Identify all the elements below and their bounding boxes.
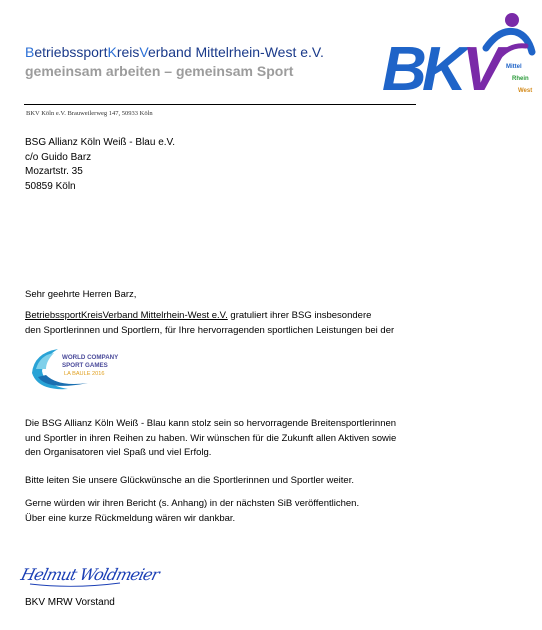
recipient-line: Mozartstr. 35 bbox=[25, 166, 83, 177]
organization-name: BetriebssportKreisVerband Mittelrhein-West e.V. bbox=[25, 44, 324, 60]
svg-text:SPORT GAMES: SPORT GAMES bbox=[62, 362, 108, 369]
recipient-address bbox=[25, 136, 175, 194]
svg-text:Helmut Woldmeier: Helmut Woldmeier bbox=[19, 565, 162, 584]
paragraph-forward-wishes: Bitte leiten Sie unsere Glückwünsche an die Sportlerinnen und Sportler weiter. bbox=[25, 475, 354, 486]
svg-text:WORLD COMPANY: WORLD COMPANY bbox=[62, 354, 119, 361]
bkv-logo bbox=[382, 8, 537, 103]
svg-text:K: K bbox=[422, 35, 467, 104]
org-name-link: BetriebssportKreisVerband Mittelrhein-West e.V. bbox=[25, 310, 228, 321]
svg-text:Mittel: Mittel bbox=[506, 64, 522, 70]
salutation: Sehr geehrte Herren Barz, bbox=[25, 289, 137, 300]
paragraph-report-request: Gerne würden wir ihren Bericht (s. Anhang) in der nächsten SiB veröffentlichen. Über eine kurze Rückmeldung wären wir dankbar. bbox=[25, 498, 360, 524]
paragraph-congratulation: BetriebssportKreisVerband Mittelrhein-West e.V. gratuliert ihrer BSG insbesondere den Sportlerinnen und Sportlern, für Ihre hervorragenden sportlichen Leistungen bei der bbox=[25, 310, 395, 336]
svg-text:West: West bbox=[518, 88, 533, 94]
svg-text:Rhein: Rhein bbox=[512, 76, 529, 82]
header-divider bbox=[24, 104, 416, 105]
recipient-line: c/o Guido Barz bbox=[25, 151, 92, 163]
svg-text:B: B bbox=[382, 35, 427, 104]
handwritten-signature bbox=[19, 556, 169, 590]
organization-tagline: gemeinsam arbeiten – gemeinsam Sport bbox=[25, 63, 294, 79]
svg-text:V: V bbox=[462, 35, 504, 104]
recipient-line: BSG Allianz Köln Weiß - Blau e.V. bbox=[25, 137, 176, 148]
svg-text:LA BAULE 2016: LA BAULE 2016 bbox=[64, 371, 105, 377]
paragraph-pride: Die BSG Allianz Köln Weiß - Blau kann stolz sein so hervorragende Breitensportlerinnen und Sportler in ihren Reihen zu haben. Wir wünschen für die Zukunft allen Aktiven sowie den Organisatoren viel Spaß und viel Erfolg. bbox=[25, 418, 397, 458]
signatory-role: BKV MRW Vorstand bbox=[25, 597, 115, 608]
world-company-sport-games-logo bbox=[28, 343, 123, 393]
recipient-line: 50859 Köln bbox=[25, 180, 76, 192]
sender-address-line: BKV Köln e.V. Brauweilerweg 147, 50933 Köln bbox=[26, 110, 153, 117]
